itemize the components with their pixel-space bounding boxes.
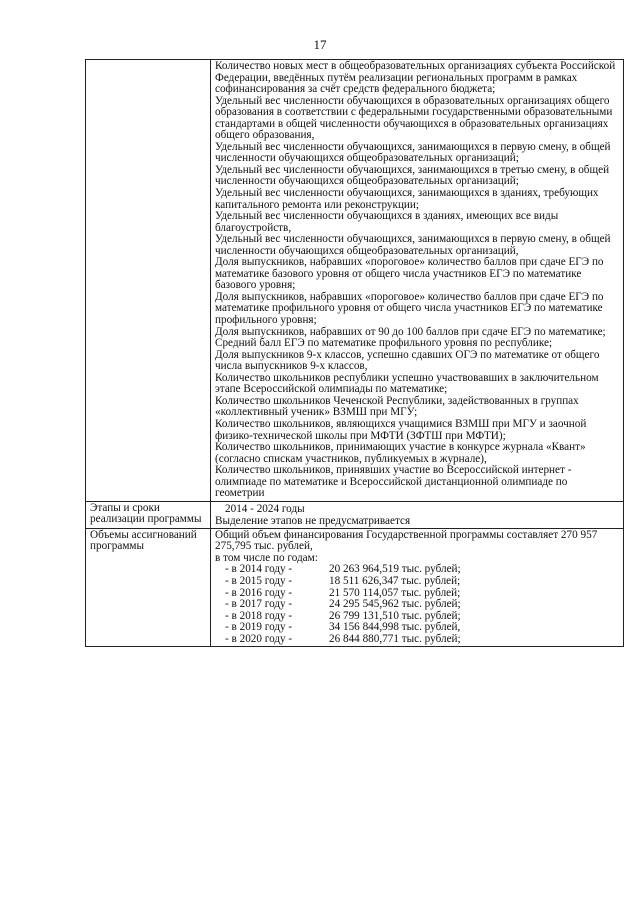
indicator-item: Количество школьников, являющихся учащимися ВЗМШ при МГУ и заочной физико-технической школы при МФТИ (ЗФТШ при МФТИ); <box>215 417 587 442</box>
indicator-item: Удельный вес численности обучающихся, занимающихся в первую смену, в общей численности обучающихся общеобразовательных организаций, <box>215 233 611 257</box>
program-passport-table <box>85 59 624 647</box>
indicator-item: Удельный вес численности обучающихся, занимающихся в зданиях, требующих капитального ремонта или реконструкции; <box>215 187 599 211</box>
funding-year: - в 2014 году - <box>225 563 293 576</box>
funding-row <box>86 528 624 646</box>
indicator-item: Доля выпускников, набравших «пороговое» количество баллов при сдаче ЕГЭ по математике профильного уровня от общего числа участников ЕГЭ по математике профильного уровня; <box>215 290 604 327</box>
funding-year: - в 2017 году - <box>225 598 293 611</box>
funding-content <box>211 528 624 646</box>
indicator-item: Количество школьников, принимающих участие в конкурсе журнала «Квант» (согласно спискам участников, публикуемых в журнале), <box>215 441 586 465</box>
funding-year: - в 2020 году - <box>225 632 293 645</box>
indicators-list <box>211 60 624 502</box>
indicator-item: Доля выпускников, набравших «пороговое» количество баллов при сдаче ЕГЭ по математике базового уровня от общего числа участников ЕГЭ по математике базового уровня; <box>215 256 604 292</box>
indicator-item: Удельный вес численности обучающихся, занимающихся в третью смену, в общей численности обучающихся общеобразовательных организаций; <box>215 163 610 188</box>
funding-intro: в том числе по годам: <box>215 551 318 564</box>
funding-label: Объемы ассигнований программы <box>86 528 211 646</box>
indicator-item: Количество школьников республики успешно участвовавших в заключительном этапе Всероссийской олимпиады по математике; <box>215 371 599 396</box>
stages-label: Этапы и сроки реализации программы <box>86 501 211 528</box>
indicator-item: Удельный вес численности обучающихся в зданиях, имеющих все виды благоустройств, <box>215 210 559 234</box>
stages-row <box>86 501 624 528</box>
indicator-item: Количество новых мест в общеобразовательных организациях субъекта Российской Федерации, введённых путём реализации региональных программ в рамках софинансирования за счёт средств федерального бюджета; <box>215 60 616 96</box>
funding-year: - в 2016 году - <box>225 586 293 599</box>
page-number: 17 <box>313 37 327 52</box>
indicator-item: Удельный вес численности обучающихся в образовательных организациях общего образования в соответствии с федеральными государственными образовательными стандартами в общей численности обучающихся в образовательных организациях общего образования, <box>215 94 613 142</box>
funding-amount: 26 844 880,771 тыс. рублей; <box>329 632 461 645</box>
funding-year: - в 2019 году - <box>225 621 293 634</box>
funding-year-row <box>215 634 619 646</box>
stages-content <box>211 501 624 528</box>
funding-amount: 24 295 545,962 тыс. рублей; <box>329 598 461 611</box>
funding-year-row <box>215 599 619 611</box>
funding-year: - в 2015 году - <box>225 574 293 587</box>
stages-note: Выделение этапов не предусматривается <box>215 514 411 527</box>
funding-amount: 21 570 114,057 тыс. рублей; <box>329 586 461 599</box>
funding-amount: 34 156 844,998 тыс. рублей, <box>329 621 461 634</box>
indicator-item: Удельный вес численности обучающихся, занимающихся в первую смену, в общей численности обучающихся общеобразовательных организаций; <box>215 140 611 165</box>
indicator-item: Количество школьников, принявших участие во Всероссийской интернет - олимпиаде по математике и Всероссийской дистанционной олимпиаде по геометрии <box>215 464 572 500</box>
funding-amount: 18 511 626,347 тыс. рублей; <box>329 574 461 587</box>
funding-amount: 20 263 964,519 тыс. рублей; <box>329 563 461 576</box>
funding-year-row <box>215 576 619 588</box>
funding-year: - в 2018 году - <box>225 609 293 622</box>
indicator-item: Количество школьников Чеченской Республики, задействованных в группах «коллективный ученик» ВЗМШ при МГУ; <box>215 394 579 419</box>
indicators-row <box>86 60 624 502</box>
stages-period: 2014 - 2024 годы <box>225 502 305 515</box>
funding-amount: 26 799 131,510 тыс. рублей; <box>329 609 461 622</box>
indicators-label-cell <box>86 60 211 502</box>
indicator-item: Средний балл ЕГЭ по математике профильного уровня по республике; <box>215 337 553 350</box>
funding-total: Общий объем финансирования Государственной программы составляет 270 957 275,795 тыс. рублей, <box>215 528 598 553</box>
indicator-item: Доля выпускников, набравших от 90 до 100 баллов при сдаче ЕГЭ по математике; <box>215 325 606 338</box>
indicator-item: Доля выпускников 9-х классов, успешно сдавших ОГЭ по математике от общего числа выпускников 9-х классов, <box>215 348 600 373</box>
funding-year-row <box>215 622 619 634</box>
